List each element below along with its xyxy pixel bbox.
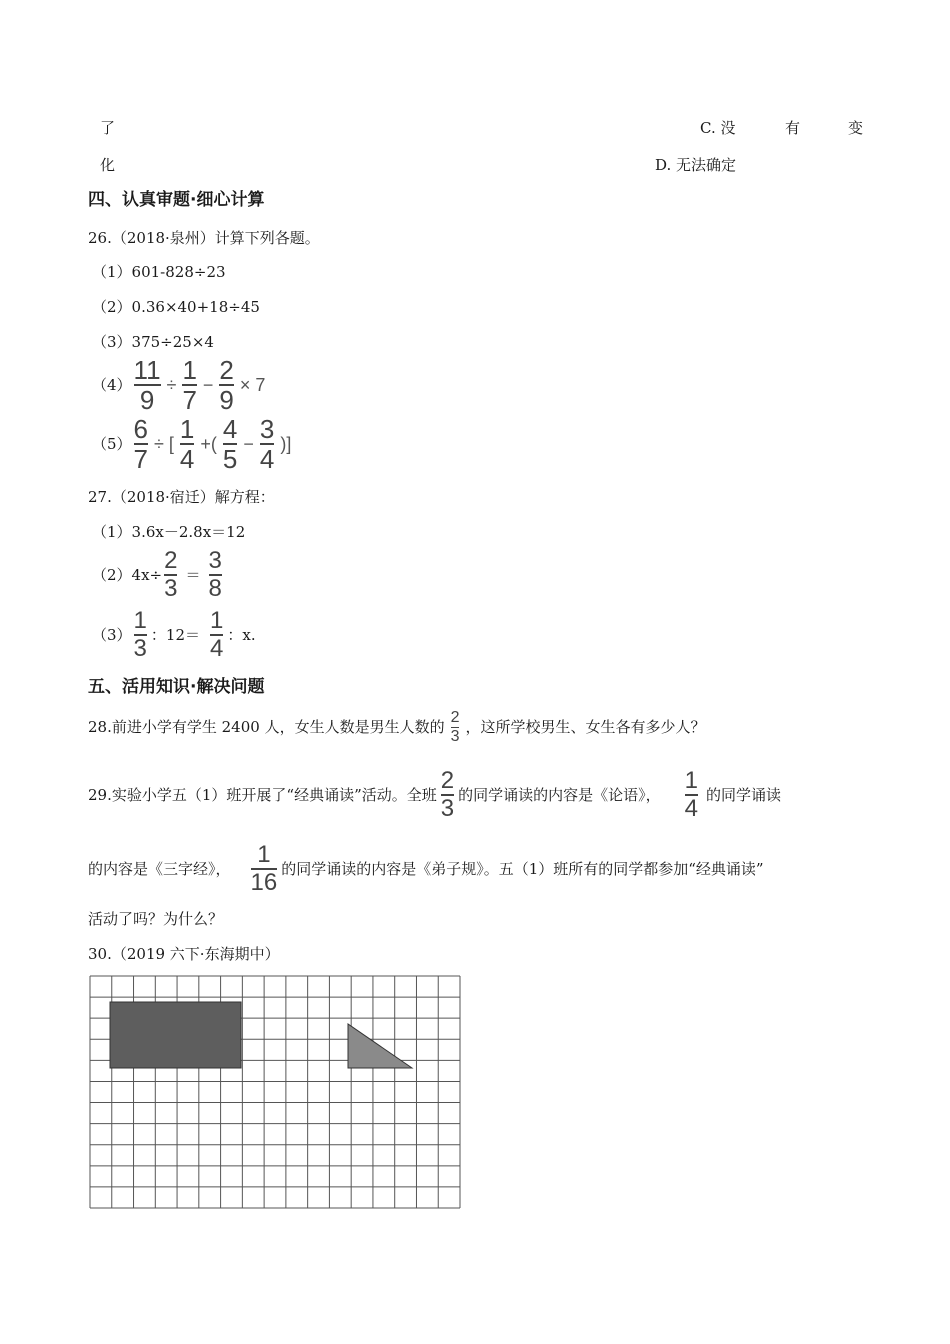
q26-title: 26.（2018·泉州）计算下列各题。 (88, 229, 320, 247)
option-c-prefix: C. 没 (700, 119, 736, 137)
q29-text-mid-2: 的同学诵读 (705, 786, 781, 804)
item-label: （3） (92, 333, 132, 351)
q29-line-2-start: 的内容是《三字经》， (88, 860, 231, 878)
q26-item-5 (92, 414, 295, 474)
fraction: $\frac{2}{3}$ (450, 708, 460, 745)
section-4-title: 四、认真审题·细心计算 (88, 190, 265, 210)
q29-line-2 (88, 841, 764, 896)
option-d: D. 无法确定 (655, 156, 737, 174)
shaded-triangle (348, 1024, 412, 1068)
item-expression: 0.36×40+18÷45 (131, 298, 260, 316)
operator: − (243, 434, 254, 454)
item-label: （5） (92, 435, 132, 453)
option-c-word2: 有 (785, 119, 801, 137)
q28-text-start: 28.前进小学有学生 2400 人，女生人数是男生人数的 (88, 718, 445, 736)
item-label: （1） (92, 523, 132, 541)
q28 (88, 705, 706, 749)
fraction: $\frac{4}{5}$ (222, 414, 238, 474)
q27-item-1 (92, 522, 245, 542)
q29-text-mid-1: 的同学诵读的内容是《论语》， (458, 786, 661, 804)
item-label: （2） (92, 298, 132, 316)
fraction: $\frac{1}{7}$ (182, 355, 197, 415)
q29-text-start: 29.实验小学五（1）班开展了“经典诵读”活动。全班 (88, 786, 437, 804)
fraction: $\frac{1}{4}$ (210, 607, 224, 662)
item-expression: 3.6x－2.8x＝12 (131, 523, 246, 541)
fraction: $\frac{1}{3}$ (133, 607, 147, 662)
section-5-title: 五、活用知识·解决问题 (88, 677, 265, 697)
q28-text-end: ，这所学校男生、女生各有多少人？ (465, 718, 706, 736)
shaded-rectangle (110, 1002, 241, 1068)
item-expression: 375÷25×4 (131, 333, 214, 351)
equation-prefix: 4x÷ (131, 566, 163, 584)
q26-item-2 (92, 297, 260, 317)
item-label: （4） (92, 376, 132, 394)
operator: ÷ (166, 375, 177, 395)
q27-item-2 (92, 547, 224, 602)
operator: ÷ [ (154, 434, 174, 454)
equals-sign: ＝ (185, 566, 201, 584)
fraction: $\frac{1}{4}$ (179, 414, 195, 474)
option-c-word3: 变 (848, 119, 864, 137)
option-b-line1: 了 (100, 119, 116, 137)
operator: +( (200, 434, 217, 454)
operator: − (202, 375, 214, 395)
fraction: $\frac{3}{4}$ (259, 414, 275, 474)
item-expression: 601-828÷23 (131, 263, 226, 281)
fraction: $\frac{11}{9}$ (133, 355, 161, 415)
equation-tail: ：x. (227, 626, 256, 644)
fraction: $\frac{1}{16}$ (250, 841, 278, 896)
fraction: $\frac{1}{4}$ (684, 767, 698, 822)
item-label: （1） (92, 263, 132, 281)
fraction: $\frac{3}{8}$ (208, 547, 222, 602)
q26-item-3 (92, 332, 214, 352)
item-label: （3） (92, 626, 132, 644)
q27-title: 27.（2018·宿迁）解方程： (88, 488, 275, 506)
grid-figure (88, 974, 462, 1210)
item-label: （2） (92, 566, 132, 584)
equation-middle: ：12＝ (150, 626, 200, 644)
q29-line-2-end: 的同学诵读的内容是《弟子规》。五（1）班所有的同学都参加“经典诵读” (281, 860, 764, 878)
operator: × 7 (239, 375, 266, 395)
q30-title: 30.（2019 六下·东海期中） (88, 945, 280, 963)
fraction: $\frac{2}{9}$ (219, 355, 234, 415)
q27-item-3 (92, 607, 256, 662)
option-b-line2: 化 (100, 156, 116, 174)
q29-line-1 (88, 767, 781, 822)
q26-item-1 (92, 262, 226, 282)
q29-line-3: 活动了吗？为什么？ (88, 910, 224, 928)
fraction: $\frac{2}{3}$ (164, 547, 178, 602)
q26-item-4 (92, 355, 269, 415)
operator: )] (280, 434, 292, 454)
fraction: $\frac{2}{3}$ (440, 767, 455, 822)
fraction: $\frac{6}{7}$ (133, 414, 149, 474)
